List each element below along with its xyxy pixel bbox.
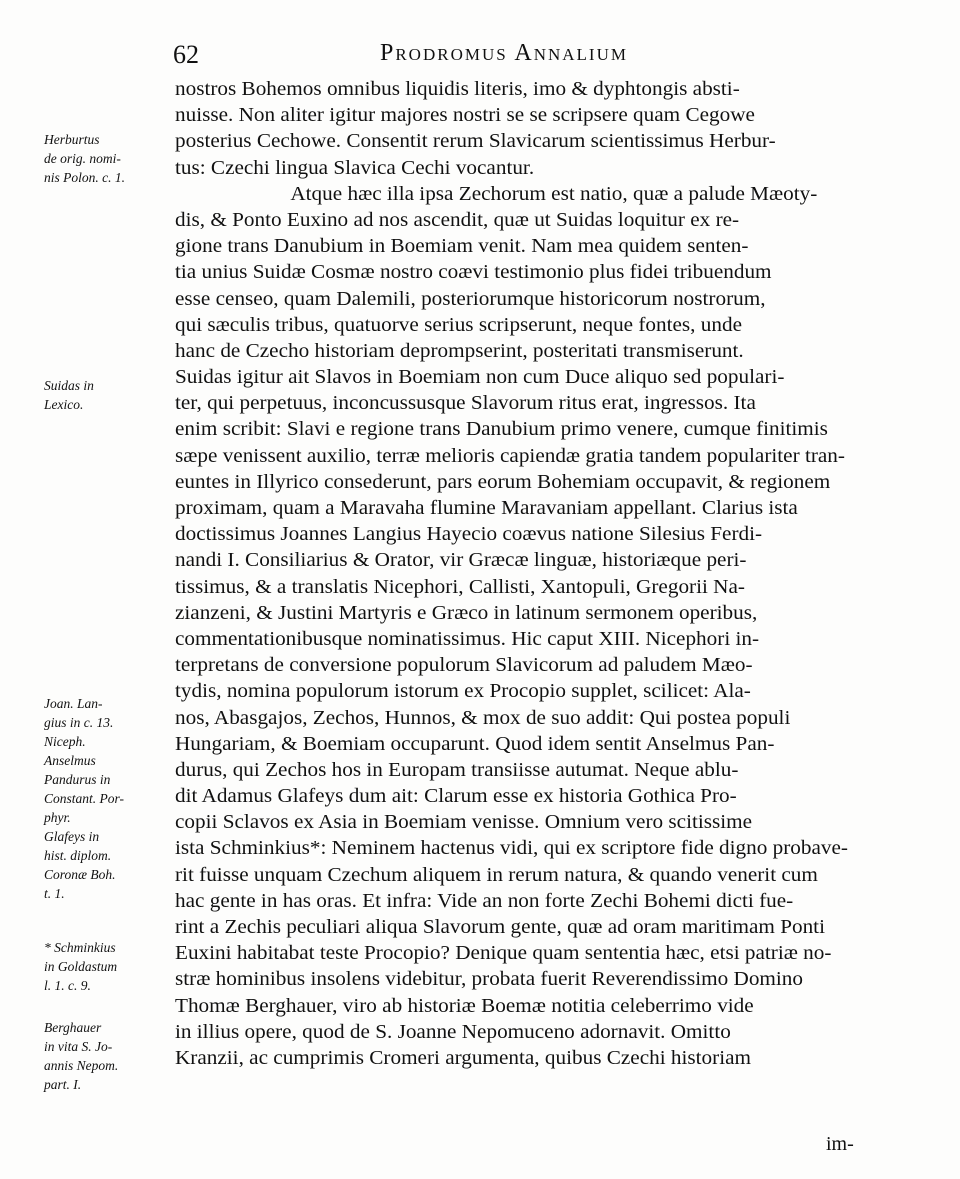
- text-line-content: doctissimus Joannes Langius Hayecio coævus natione Silesius Ferdi-: [175, 523, 763, 546]
- text-line-content: posterius Cechowe. Consentit rerum Slavicarum scientissimus Herbur-: [175, 130, 776, 153]
- text-line: [175, 888, 893, 914]
- margin-note-line: Coronæ Boh.: [44, 867, 116, 882]
- text-line: [175, 1019, 893, 1045]
- margin-note-line: Constant. Por-: [44, 791, 124, 806]
- text-line: [175, 338, 893, 364]
- text-line: [175, 233, 893, 259]
- text-line: [175, 416, 893, 442]
- text-line-content: tia unius Suidæ Cosmæ nostro coævi testimonio plus fidei tribuendum: [175, 261, 772, 284]
- text-line-content: nandi I. Consiliarius & Orator, vir Græcæ linguæ, historiæque peri-: [175, 549, 747, 572]
- margin-note-line: de orig. nomi-: [44, 151, 121, 166]
- text-line-content: proximam, quam a Maravaha flumine Maravaniam appellant. Clarius ista: [175, 497, 798, 519]
- text-line: [175, 259, 893, 285]
- text-line-content: nostros Bohemos omnibus liquidis literis, imo & dyphtongis absti-: [175, 78, 740, 100]
- text-line: [175, 966, 893, 992]
- text-line-content: euntes in Illyrico consederunt, pars eorum Bohemiam occupavit, & regionem: [175, 470, 831, 493]
- margin-note-line: * Schminkius: [44, 940, 116, 955]
- text-line-content: terpretans de conversione populorum Slavicorum ad paludem Mæo-: [175, 654, 753, 677]
- margin-note-line: Berghauer: [44, 1020, 102, 1035]
- running-title: Prodromus Annalium: [380, 40, 628, 66]
- text-line: [175, 76, 893, 102]
- page-header: [0, 34, 960, 74]
- text-line-content: nos, Abasgajos, Zechos, Hunnos, & mox de suo addit: Qui postea populi: [175, 706, 791, 729]
- text-line-content: Euxini habitabat teste Procopio? Denique quam sententia hæc, etsi patriæ no-: [175, 942, 832, 965]
- margin-note-line: part. I.: [44, 1077, 82, 1092]
- text-line-content: tydis, nomina populorum istorum ex Procopio supplet, scilicet: Ala-: [175, 680, 751, 703]
- text-line-content: hac gente in has oras. Et infra: Vide an non forte Zechi Bohemi dicti fue-: [175, 889, 794, 912]
- margin-note-line: in vita S. Jo-: [44, 1039, 113, 1054]
- text-line: [175, 495, 893, 521]
- text-line: [175, 521, 893, 547]
- text-line-content: Hungariam, & Boemiam occuparunt. Quod idem sentit Anselmus Pan-: [175, 732, 775, 755]
- text-line: [175, 1045, 893, 1071]
- text-line-content: enim scribit: Slavi e regione trans Danubium primo venere, cumque finitimis: [175, 418, 828, 441]
- text-line: [175, 835, 893, 861]
- text-line-content: esse censeo, quam Dalemili, posteriorumque historicorum nostrorum,: [175, 287, 766, 310]
- margin-note-line: Glafeys in: [44, 829, 100, 844]
- text-line: [175, 155, 893, 181]
- text-line-content: nuisse. Non aliter igitur majores nostri se se scripsere quam Cegowe: [175, 104, 755, 127]
- text-line-content: stræ hominibus insolens videbitur, probata fuerit Reverendissimo Domino: [175, 968, 804, 991]
- text-line-content: qui sæculis tribus, quatuorve serius scripserunt, neque fontes, unde: [175, 313, 743, 336]
- text-line: [175, 993, 893, 1019]
- margin-note-line: Anselmus: [44, 753, 96, 768]
- margin-note: [44, 938, 174, 995]
- text-line-content: sæpe venissent auxilio, terræ melioris capiendæ gratia tandem populariter tran-: [175, 444, 845, 467]
- text-line: [175, 652, 893, 678]
- text-line: [175, 809, 893, 835]
- text-line-content: Suidas igitur ait Slavos in Boemiam non cum Duce aliquo sed populari-: [175, 366, 785, 389]
- text-line-content: tus: Czechi lingua Slavica Cechi vocantur.: [175, 156, 535, 179]
- text-line-content: ter, qui perpetuus, inconcussusque Slavorum ritus erat, ingressos. Ita: [175, 392, 756, 415]
- catchword: im-: [826, 1133, 854, 1155]
- text-line-content: dis, & Ponto Euxino ad nos ascendit, quæ ut Suidas loquitur ex re-: [175, 208, 740, 231]
- text-line-content: rit fuisse unquam Czechum aliquem in rerum natura, & quando venerit cum: [175, 863, 818, 886]
- margin-note: [44, 1018, 174, 1094]
- margin-note: [44, 130, 174, 187]
- margin-note-line: Lexico.: [44, 397, 84, 412]
- margin-note-line: Joan. Lan-: [44, 696, 103, 711]
- text-line: [175, 286, 893, 312]
- margin-note: [44, 694, 174, 903]
- text-line: [175, 312, 893, 338]
- text-line-content: gione trans Danubium in Boemiam venit. Nam mea quidem senten-: [175, 235, 749, 258]
- text-line: [175, 757, 893, 783]
- text-line: [175, 207, 893, 233]
- margin-note-line: Herburtus: [44, 132, 100, 147]
- text-line: [175, 128, 893, 154]
- text-line: [175, 600, 893, 626]
- text-line: [175, 705, 893, 731]
- margin-note-line: gius in c. 13.: [44, 715, 114, 730]
- text-line: [175, 574, 893, 600]
- text-line: [175, 678, 893, 704]
- text-line: [175, 364, 893, 390]
- text-line-content: commentationibusque nominatissimus. Hic caput XIII. Nicephori in-: [175, 627, 760, 650]
- text-line-content: copii Sclavos ex Asia in Boemiam venisse. Omnium vero scitissime: [175, 811, 753, 834]
- margin-note-line: in Goldastum: [44, 959, 118, 974]
- text-line: [175, 862, 893, 888]
- text-line: [175, 443, 893, 469]
- text-line: [175, 547, 893, 573]
- margin-note-line: Pandurus in: [44, 772, 111, 787]
- margin-note-line: hist. diplom.: [44, 848, 112, 863]
- text-line: [175, 390, 893, 416]
- margin-note: [44, 376, 174, 414]
- margin-note-line: annis Nepom.: [44, 1058, 119, 1073]
- text-line-content: durus, qui Zechos hos in Europam transiisse autumat. Neque ablu-: [175, 758, 739, 781]
- text-line-content: hanc de Czecho historiam deprompserint, posteritati transmiserunt.: [175, 339, 744, 362]
- text-line: [175, 626, 893, 652]
- margin-note-line: Niceph.: [44, 734, 86, 749]
- margin-note-line: phyr.: [44, 810, 71, 825]
- text-line: [175, 469, 893, 495]
- text-line-content: tissimus, & a translatis Nicephori, Callisti, Xantopuli, Gregorii Na-: [175, 575, 745, 598]
- text-line-content: Kranzii, ac cumprimis Cromeri argumenta, quibus Czechi historiam: [175, 1046, 751, 1069]
- text-line-content: Atque hæc illa ipsa Zechorum est natio, quæ a palude Mæoty-: [290, 182, 818, 205]
- text-line: [175, 783, 893, 809]
- text-line-content: dit Adamus Glafeys dum ait: Clarum esse ex historia Gothica Pro-: [175, 785, 737, 808]
- margin-note-line: nis Polon. c. 1.: [44, 170, 125, 185]
- text-line: [175, 731, 893, 757]
- text-line-content: in illius opere, quod de S. Joanne Nepomuceno adornavit. Omitto: [175, 1020, 731, 1043]
- margin-note-line: t. 1.: [44, 886, 65, 901]
- text-line: [175, 181, 893, 207]
- text-line-content: ista Schminkius*: Neminem hactenus vidi, qui ex scriptore fide digno probave-: [175, 837, 848, 860]
- text-line-content: rint a Zechis peculiari aliqua Slavorum gente, quæ ad oram maritimam Ponti: [175, 916, 825, 938]
- body-text: [175, 76, 893, 1071]
- text-line-content: Thomæ Berghauer, viro ab historiæ Boemæ notitia celeberrimo vide: [175, 994, 754, 1017]
- page-number: 62: [173, 40, 199, 69]
- text-line: [175, 940, 893, 966]
- text-line: [175, 914, 893, 940]
- text-line-content: zianzeni, & Justini Martyris e Græco in latinum sermonem operibus,: [175, 601, 758, 624]
- margin-note-line: l. 1. c. 9.: [44, 978, 91, 993]
- text-line: [175, 102, 893, 128]
- margin-note-line: Suidas in: [44, 378, 94, 393]
